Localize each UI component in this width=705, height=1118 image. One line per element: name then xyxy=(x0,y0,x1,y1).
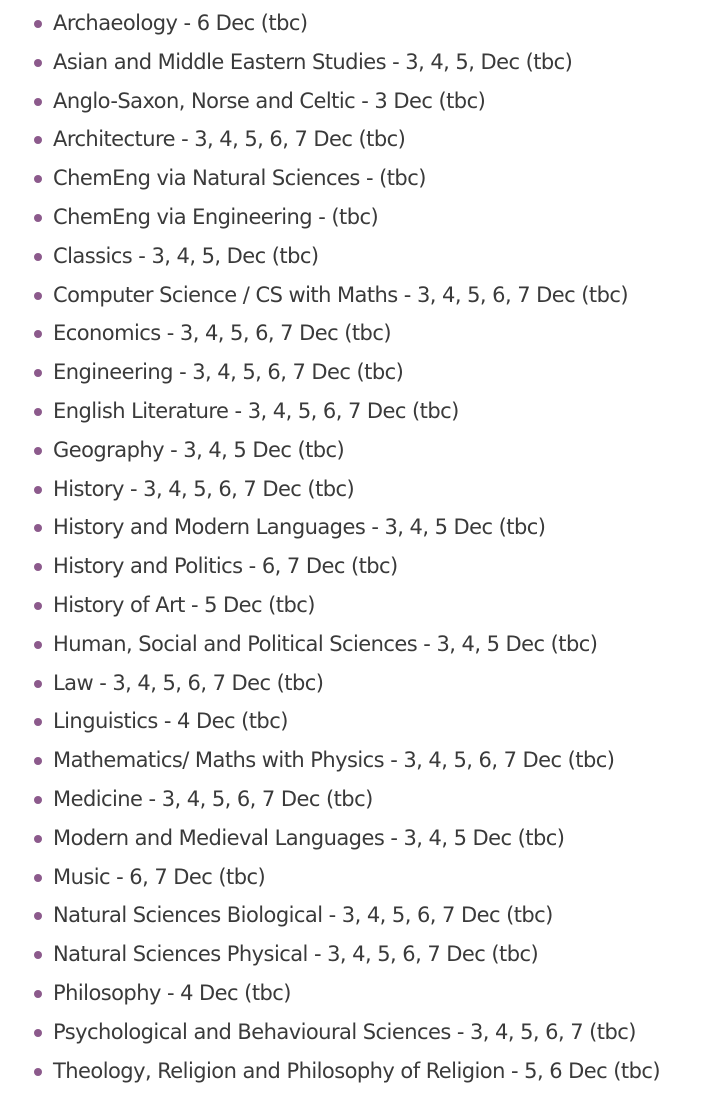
bullet-icon xyxy=(34,330,42,338)
list-item xyxy=(0,470,705,509)
list-item xyxy=(0,431,705,470)
list-item-text: Economics - 3, 4, 5, 6, 7 Dec (tbc) xyxy=(53,321,391,346)
bullet-icon xyxy=(34,486,42,494)
list-item xyxy=(0,1052,705,1091)
bullet-icon xyxy=(34,447,42,455)
list-item xyxy=(0,392,705,431)
list-item xyxy=(0,664,705,703)
list-item-text: Music - 6, 7 Dec (tbc) xyxy=(53,864,266,889)
list-item-text: History - 3, 4, 5, 6, 7 Dec (tbc) xyxy=(53,476,355,501)
list-item-text: Human, Social and Political Sciences - 3, 4, 5 Dec (tbc) xyxy=(53,631,598,656)
subject-interview-dates-list xyxy=(0,4,705,1090)
list-item-text: Mathematics/ Maths with Physics - 3, 4, 5, 6, 7 Dec (tbc) xyxy=(53,748,615,773)
list-item-text: Philosophy - 4 Dec (tbc) xyxy=(53,980,291,1005)
list-item-text: History and Politics - 6, 7 Dec (tbc) xyxy=(53,554,398,579)
list-item-text: Archaeology - 6 Dec (tbc) xyxy=(53,11,308,35)
bullet-icon xyxy=(34,796,42,804)
bullet-icon xyxy=(34,1029,42,1037)
bullet-icon xyxy=(34,98,42,106)
bullet-icon xyxy=(34,602,42,610)
list-item xyxy=(0,508,705,547)
bullet-icon xyxy=(34,680,42,688)
list-item-text: Geography - 3, 4, 5 Dec (tbc) xyxy=(53,437,345,462)
list-item xyxy=(0,276,705,315)
bullet-icon xyxy=(34,757,42,765)
list-item xyxy=(0,159,705,198)
list-item-text: Psychological and Behavioural Sciences - 3, 4, 5, 6, 7 (tbc) xyxy=(53,1019,636,1044)
bullet-icon xyxy=(34,253,42,261)
list-item-text: Classics - 3, 4, 5, Dec (tbc) xyxy=(53,243,319,268)
list-item xyxy=(0,43,705,82)
list-item xyxy=(0,819,705,858)
list-item-text: English Literature - 3, 4, 5, 6, 7 Dec (tbc) xyxy=(53,398,459,423)
list-item xyxy=(0,353,705,392)
list-item-text: Law - 3, 4, 5, 6, 7 Dec (tbc) xyxy=(53,670,324,695)
list-item xyxy=(0,974,705,1013)
bullet-icon xyxy=(34,990,42,998)
list-item xyxy=(0,702,705,741)
bullet-icon xyxy=(34,20,42,28)
bullet-icon xyxy=(34,835,42,843)
list-item-text: History of Art - 5 Dec (tbc) xyxy=(53,592,315,617)
list-item xyxy=(0,858,705,897)
list-item xyxy=(0,237,705,276)
list-item-text: ChemEng via Engineering - (tbc) xyxy=(53,204,379,229)
bullet-icon xyxy=(34,292,42,300)
list-item-text: Medicine - 3, 4, 5, 6, 7 Dec (tbc) xyxy=(53,786,373,811)
list-item-text: ChemEng via Natural Sciences - (tbc) xyxy=(53,166,426,191)
list-item xyxy=(0,625,705,664)
bullet-icon xyxy=(34,136,42,144)
bullet-icon xyxy=(34,912,42,920)
list-item-text: Theology, Religion and Philosophy of Religion - 5, 6 Dec (tbc) xyxy=(53,1058,660,1083)
list-item xyxy=(0,780,705,819)
list-item-text: History and Modern Languages - 3, 4, 5 Dec (tbc) xyxy=(53,515,546,540)
bullet-icon xyxy=(34,175,42,183)
list-item xyxy=(0,741,705,780)
list-item xyxy=(0,1013,705,1052)
list-item-text: Computer Science / CS with Maths - 3, 4, 5, 6, 7 Dec (tbc) xyxy=(53,282,628,307)
bullet-icon xyxy=(34,1068,42,1076)
bullet-icon xyxy=(34,59,42,67)
list-item xyxy=(0,82,705,121)
list-item-text: Natural Sciences Biological - 3, 4, 5, 6, 7 Dec (tbc) xyxy=(53,903,553,928)
list-item-text: Natural Sciences Physical - 3, 4, 5, 6, 7 Dec (tbc) xyxy=(53,942,539,967)
bullet-icon xyxy=(34,563,42,571)
list-item xyxy=(0,935,705,974)
list-item-text: Asian and Middle Eastern Studies - 3, 4, 5, Dec (tbc) xyxy=(53,49,573,74)
list-item xyxy=(0,4,705,43)
bullet-icon xyxy=(34,641,42,649)
bullet-icon xyxy=(34,214,42,222)
bullet-icon xyxy=(34,524,42,532)
list-item-text: Architecture - 3, 4, 5, 6, 7 Dec (tbc) xyxy=(53,127,406,152)
list-item xyxy=(0,120,705,159)
bullet-icon xyxy=(34,369,42,377)
bullet-icon xyxy=(34,408,42,416)
list-item-text: Linguistics - 4 Dec (tbc) xyxy=(53,709,288,734)
bullet-icon xyxy=(34,718,42,726)
list-item-text: Engineering - 3, 4, 5, 6, 7 Dec (tbc) xyxy=(53,360,404,385)
list-item xyxy=(0,314,705,353)
list-item xyxy=(0,586,705,625)
bullet-icon xyxy=(34,951,42,959)
list-item xyxy=(0,547,705,586)
list-item xyxy=(0,198,705,237)
bullet-icon xyxy=(34,874,42,882)
list-item-text: Modern and Medieval Languages - 3, 4, 5 Dec (tbc) xyxy=(53,825,565,850)
list-item-text: Anglo-Saxon, Norse and Celtic - 3 Dec (tbc) xyxy=(53,88,486,113)
list-item xyxy=(0,896,705,935)
